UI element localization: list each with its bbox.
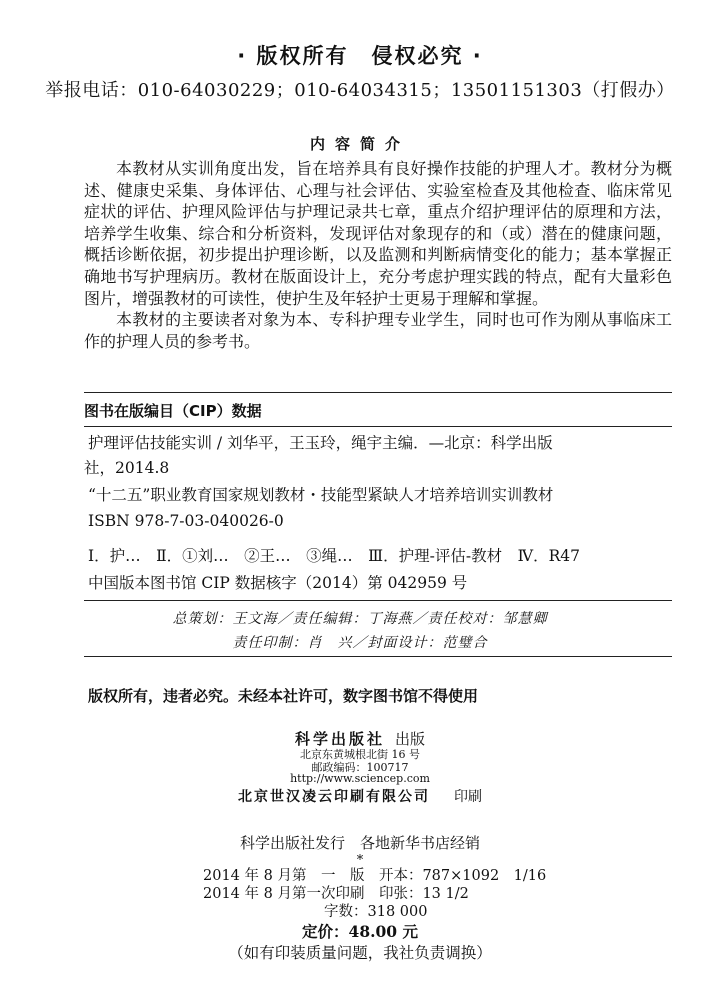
intro-title: 内容简介 bbox=[309, 135, 410, 153]
printer-line bbox=[0, 786, 720, 806]
cip-isbn: ISBN 978-7-03-040026-0 bbox=[88, 512, 284, 530]
publisher-name: 科学出版社 bbox=[294, 730, 385, 748]
rights-notice: 版权所有，违者必究。未经本社许可，数字图书馆不得使用 bbox=[88, 687, 479, 705]
cip-number: 中国版本图书馆 CIP 数据核字（2014）第 042959 号 bbox=[88, 574, 468, 592]
credits-line: 责任印制：肖 兴／封面设计：范璧合 bbox=[232, 635, 488, 651]
publisher-action: 出版 bbox=[395, 730, 426, 748]
print-line: 2014 年 8 月第一次印刷 印张：13 1/2 bbox=[203, 886, 469, 902]
edition-info bbox=[203, 867, 546, 921]
publisher-url[interactable]: http://www.sciencep.com bbox=[290, 772, 430, 785]
printer-name: 北京世汉凌云印刷有限公司 bbox=[238, 789, 430, 805]
cip-title: 图书在版编目（CIP）数据 bbox=[84, 402, 262, 420]
word-count: 字数：318 000 bbox=[324, 904, 428, 920]
copyright-banner: · 版权所有 侵权必究 · bbox=[237, 44, 483, 68]
publisher-address: 北京东黄城根北街 16 号 bbox=[300, 748, 420, 761]
price: 定价：48.00 元 bbox=[302, 922, 418, 941]
credits-line: 总策划：王文海／责任编辑：丁海燕／责任校对：邹慧卿 bbox=[172, 611, 548, 627]
printer-action: 印刷 bbox=[454, 789, 482, 805]
cip-classification: Ⅰ．护… Ⅱ．①刘… ②王… ③绳… Ⅲ．护理-评估-教材 Ⅳ．R47 bbox=[88, 547, 580, 565]
divider bbox=[84, 600, 672, 601]
divider bbox=[84, 392, 672, 393]
cip-entry: 护理评估技能实训 / 刘华平，王玉玲，绳宇主编．—北京：科学出版 bbox=[88, 434, 553, 452]
distribution: 科学出版社发行 各地新华书店经销 bbox=[239, 834, 480, 852]
intro-paragraph: 本教材的主要读者对象为本、专科护理专业学生，同时也可作为刚从事临床工作的护理人员的参考书。 bbox=[84, 310, 672, 351]
separator-star: * bbox=[356, 853, 364, 868]
intro-paragraph: 本教材从实训角度出发，旨在培养具有良好操作技能的护理人才。教材分为概述、健康史采集、身体评估、心理与社会评估、实验室检查及其他检查、临床常见症状的评估、护理风险评估与护理记录共七章，重点介绍护理评估的原理和方法，培养学生收集、综合和分析资料，发现评估对象现存的和（或）潜在的健康问题，概括诊断依据，初步提出护理诊断，以及监测和判断病情变化的能力；基本掌握正确地书写护理病历。教材在版面设计上，充分考虑护理实践的特点，配有大量彩色图片，增强教材的可读性，使护生及年轻护士更易于理解和掌握。 bbox=[84, 159, 672, 308]
quality-note: （如有印装质量问题，我社负责调换） bbox=[228, 944, 492, 962]
divider bbox=[84, 656, 672, 657]
intro-body bbox=[84, 158, 672, 352]
publisher-postcode: 邮政编码：100717 bbox=[311, 761, 409, 774]
cip-series: “十二五”职业教育国家规划教材・技能型紧缺人才培养培训实训教材 bbox=[88, 486, 554, 504]
divider bbox=[84, 426, 672, 427]
report-phones: 举报电话：010-64030229；010-64034315；13501151303（打假办） bbox=[45, 80, 675, 101]
cip-entry-cont: 社，2014.8 bbox=[84, 459, 170, 477]
edition-line: 2014 年 8 月第 一 版 开本：787×1092 1/16 bbox=[203, 868, 547, 884]
